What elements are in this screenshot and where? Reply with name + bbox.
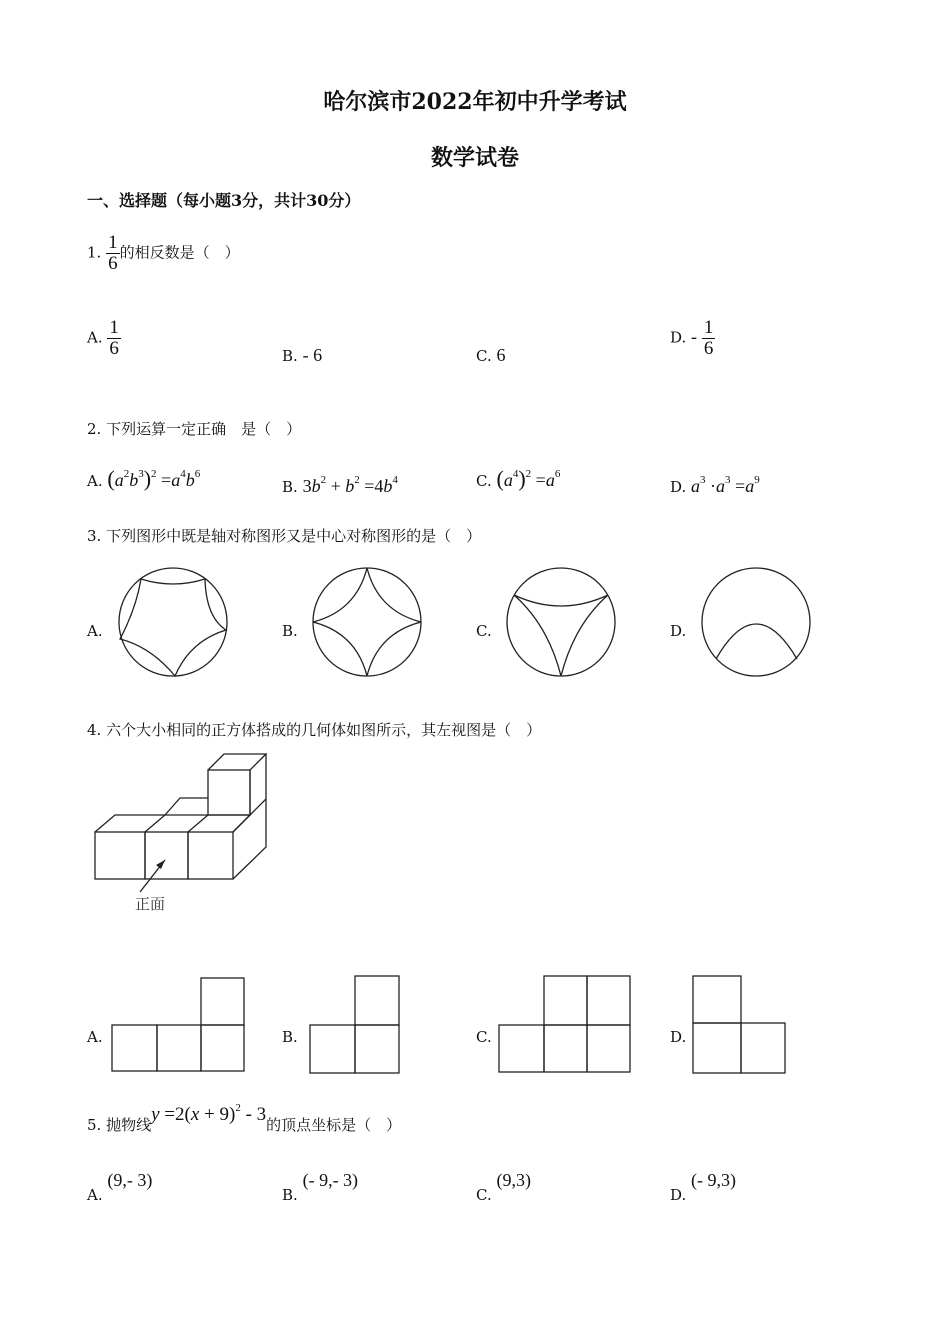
view-option-b[interactable] — [309, 975, 401, 1075]
formula: $3b^2 + b^2 =4b^4$ — [302, 474, 398, 496]
option-c[interactable]: C. $(a^4)^2 =a^6$ — [476, 466, 561, 491]
option-a[interactable]: A. $(a^2b^3)^2 =a^4b^6$ — [87, 466, 201, 491]
cube-solid-figure — [92, 752, 272, 887]
view-option-a[interactable] — [111, 977, 246, 1073]
option-b-label[interactable]: B. — [282, 1028, 298, 1046]
formula: $y =2(x + 9)^2 - 3$ — [151, 1102, 267, 1125]
option-d[interactable]: D. (- 9,3) — [670, 1170, 737, 1204]
formula: $(a^4)^2 =a^6$ — [496, 466, 561, 491]
question-stem: 的相反数是（ ） — [119, 243, 240, 262]
formula: $(a^2b^3)^2 =a^4b^6$ — [107, 466, 201, 491]
page-title: 哈尔滨市2022年初中升学考试 — [323, 89, 627, 115]
question-4-stem: 4. 六个大小相同的正方体搭成的几何体如图所示，其左视图是（ ） — [87, 721, 542, 739]
option-a-label[interactable]: A. — [87, 622, 103, 640]
question-1 — [87, 233, 240, 274]
option-d[interactable]: D. - $\frac{1}{6}$ — [670, 317, 714, 359]
option-b[interactable]: B. $3b^2 + b^2 =4b^4$ — [282, 474, 398, 496]
option-b-label[interactable]: B. — [282, 622, 298, 640]
option-d[interactable]: D. $a^3 \cdot a^3 =a^9$ — [670, 474, 760, 496]
question-5: 5. 抛物线$y =2(x + 9)^2 - 3$的顶点坐标是（ ） — [87, 1102, 402, 1134]
option-b[interactable]: B. (- 9,- 3) — [282, 1170, 359, 1204]
figure-semicircle-arc[interactable] — [701, 567, 811, 677]
figure-triangle-arcs[interactable] — [506, 567, 616, 677]
fraction: $\frac{1}{6}$ — [108, 232, 118, 274]
option-d-label[interactable]: D. — [670, 1028, 687, 1046]
figure-four-arcs[interactable] — [312, 567, 422, 677]
question-2-stem: 2. 下列运算一定正确 是（ ） — [87, 420, 302, 438]
option-c-label[interactable]: C. — [476, 622, 492, 640]
page-subtitle: 数学试卷 — [430, 145, 519, 171]
option-a[interactable]: A. (9,- 3) — [87, 1170, 153, 1204]
section-heading: 一、选择题（每小题3分，共计30分） — [87, 191, 361, 210]
option-c[interactable]: C. 6 — [476, 345, 506, 365]
option-c[interactable]: C. (9,3) — [476, 1170, 531, 1204]
option-d-label[interactable]: D. — [670, 622, 687, 640]
figure-pentagon-arcs[interactable] — [118, 567, 228, 677]
option-c-label[interactable]: C. — [476, 1028, 492, 1046]
formula: $a^3 \cdot a^3 =a^9$ — [691, 474, 760, 496]
question-3-stem: 3. 下列图形中既是轴对称图形又是中心对称图形的是（ ） — [87, 527, 482, 545]
view-option-c[interactable] — [498, 975, 632, 1074]
option-a[interactable]: A. $\frac{1}{6}$ — [87, 317, 119, 359]
option-a-label[interactable]: A. — [87, 1028, 103, 1046]
view-option-d[interactable] — [692, 975, 787, 1075]
question-number: 1. — [87, 243, 102, 262]
option-b[interactable]: B. - 6 — [282, 345, 323, 365]
front-label: 正面 — [135, 895, 166, 913]
